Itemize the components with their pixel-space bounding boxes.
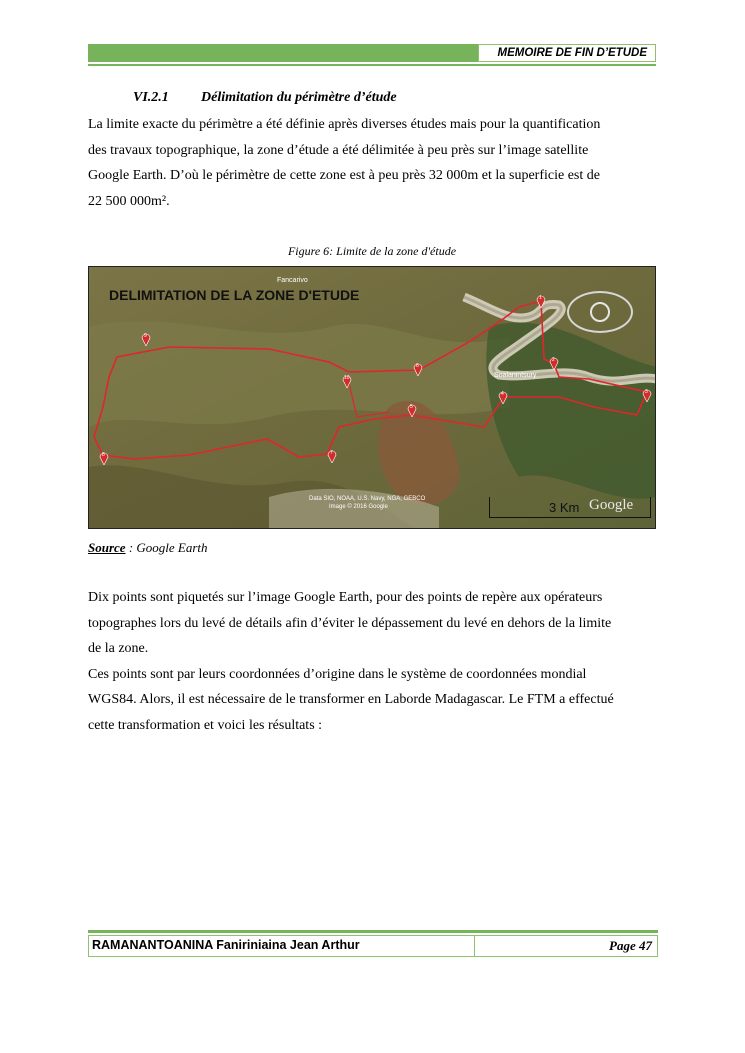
compass-icon[interactable] xyxy=(567,291,633,333)
text-line: des travaux topographique, la zone d’étude a été délimitée à peu près sur l’image satellite xyxy=(88,142,589,158)
section-number: VI.2.1 xyxy=(133,90,169,105)
map-imagery-credit: Image © 2016 Google xyxy=(329,504,388,510)
map-marker[interactable]: 2 xyxy=(549,356,559,375)
scale-label: 3 Km xyxy=(549,500,580,515)
footer-author: RAMANANTOANINA Faniriniaina Jean Arthur xyxy=(92,938,360,952)
map-marker[interactable]: 9 xyxy=(141,332,151,351)
satellite-map xyxy=(88,266,656,529)
text-line: Dix points sont piquetés sur l’image Google Earth, pour des points de repère aux opérateurs xyxy=(88,590,603,605)
section-heading xyxy=(133,90,397,106)
map-marker[interactable]: 1 xyxy=(536,294,546,313)
text-line: Ces points sont par leurs coordonnées d’origine dans le système de coordonnées mondial xyxy=(88,666,587,682)
footer-rule xyxy=(88,930,658,933)
source-label: Source xyxy=(88,540,126,555)
header-rule xyxy=(88,64,656,66)
map-marker[interactable]: 3 xyxy=(642,388,652,407)
map-title: DELIMITATION DE LA ZONE D'ETUDE xyxy=(109,287,360,303)
footer-divider xyxy=(474,935,475,957)
place-label: Fancarivo xyxy=(277,277,308,284)
text-line: 22 500 000m². xyxy=(88,193,170,209)
text-line: WGS84. Alors, il est nécessaire de le transformer en Laborde Madagascar. Le FTM a effectué xyxy=(88,692,614,707)
map-attribution: Data SIO, NOAA, U.S. Navy, NGA, GEBCO xyxy=(309,496,426,502)
map-marker[interactable]: 8 xyxy=(99,451,109,470)
text-line: La limite exacte du périmètre a été définie après diverses études mais pour la quantification xyxy=(88,117,601,132)
map-marker[interactable]: 5 xyxy=(407,403,417,422)
section-title: Délimitation du périmètre d’étude xyxy=(201,90,397,105)
paragraph-points xyxy=(88,585,658,738)
text-line: Google Earth. D’où le périmètre de cette zone est à peu près 32 000m et la superficie est de xyxy=(88,168,600,183)
google-logo: Google xyxy=(589,497,634,513)
text-line: cette transformation et voici les résultats : xyxy=(88,717,323,733)
text-line: topographes lors du levé de détails afin d’éviter le dépassement du levé en dehors de la limite xyxy=(88,615,612,631)
figure-caption: Figure 6: Limite de la zone d'étude xyxy=(287,244,457,258)
map-marker[interactable]: 6 xyxy=(413,362,423,381)
map-marker[interactable]: 10 xyxy=(342,374,352,393)
paragraph-intro xyxy=(88,112,658,214)
header-title: MEMOIRE DE FIN D’ETUDE xyxy=(478,44,656,62)
source-text: : Google Earth xyxy=(125,540,208,555)
text-line: de la zone. xyxy=(88,641,149,656)
footer-page-number: Page 47 xyxy=(609,938,652,953)
map-marker[interactable]: 4 xyxy=(498,390,508,409)
map-marker[interactable]: 7 xyxy=(327,449,337,468)
place-label: Soalanintsury xyxy=(494,372,537,379)
figure-source xyxy=(88,540,208,556)
